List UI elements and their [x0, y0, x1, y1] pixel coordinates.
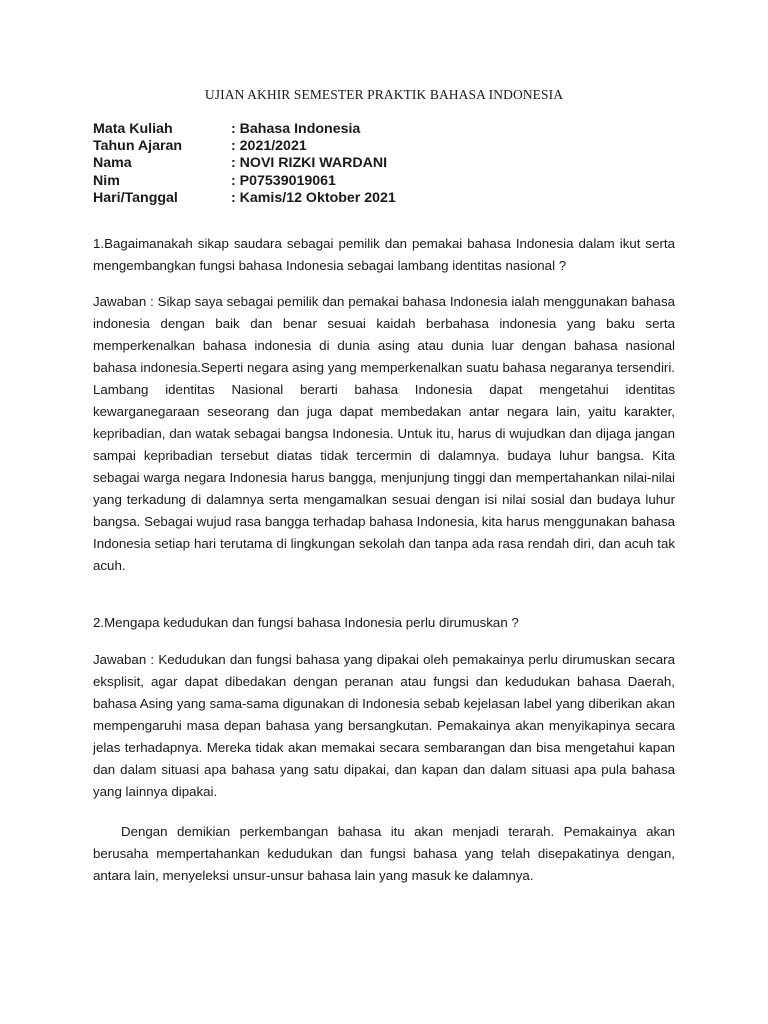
- question-1: 1.Bagaimanakah sikap saudara sebagai pemilik dan pemakai bahasa Indonesia dalam ikut serta mengembangkan fungsi bahasa Indonesia sebagai lambang identitas nasional ?: [93, 236, 675, 273]
- info-row-student-id: [93, 173, 396, 190]
- info-label: Nim: [93, 172, 120, 189]
- info-value: : NOVI RIZKI WARDANI: [231, 155, 388, 172]
- answer-2-continuation: Dengan demikian perkembangan bahasa itu akan menjadi terarah. Pemakainya akan berusaha mempertahankan kedudukan dan fungsi bahasa yang telah disepakatinya dengan, antara lain, menyeleksi unsur-unsur bahasa lain yang masuk ke dalamnya.: [93, 824, 675, 883]
- info-value: : Kamis/12 Oktober 2021: [231, 189, 396, 206]
- info-row-name: [93, 155, 396, 172]
- info-value: : Bahasa Indonesia: [231, 121, 361, 137]
- info-label: Tahun Ajaran: [93, 138, 183, 155]
- info-label: Nama: [93, 155, 132, 172]
- question-2: 2.Mengapa kedudukan dan fungsi bahasa Indonesia perlu dirumuskan ?: [93, 615, 519, 630]
- info-label: Mata Kuliah: [93, 121, 173, 137]
- document-title: UJIAN AKHIR SEMESTER PRAKTIK BAHASA INDONESIA: [204, 87, 564, 102]
- info-label: Hari/Tanggal: [93, 189, 178, 206]
- info-value: : 2021/2021: [231, 138, 307, 155]
- student-info-block: [93, 121, 396, 207]
- answer-1: Jawaban : Sikap saya sebagai pemilik dan pemakai bahasa Indonesia ialah menggunakan bahasa indonesia dengan baik dan benar sesuai kaidah berbahasa indonesia yang baku serta memperkenalkan bahasa indonesia di dunia asing atau dunia luar dengan bahasa nasional bahasa indonesia.Seperti negara asing yang memperkenalkan suatu bahasa negaranya tersendiri. Lambang identitas Nasional berarti bahasa Indonesia dapat mengetahui identitas kewarganegaraan seseorang dan juga dapat membedakan antar negara lain, yaitu karakter, kepribadian, dan watak sebagai bangsa Indonesia. Untuk itu, harus di wujudkan dan dijaga jangan sampai kepribadian tersebut diatas tidak tercermin di dalamnya. budaya luhur bangsa. Kita sebagai warga negara Indonesia harus bangga, menjunjung tinggi dan mempertahankan nilai-nilai yang terkadung di dalamnya serta mengamalkan sesuai dengan isi nilai sosial dan budaya luhur bangsa. Sebagai wujud rasa bangga terhadap bahasa Indonesia, kita harus menggunakan bahasa Indonesia setiap hari terutama di lingkungan sekolah dan tanpa ada rasa rendah diri, dan acuh tak acuh.: [93, 294, 675, 573]
- info-value: : P07539019061: [231, 172, 336, 189]
- info-row-date: [93, 190, 396, 207]
- info-row-academic-year: [93, 138, 396, 155]
- answer-2: Jawaban : Kedudukan dan fungsi bahasa yang dipakai oleh pemakainya perlu dirumuskan secara eksplisit, agar dapat dibedakan dengan peranan atau fungsi dan kedudukan bahasa Daerah, bahasa Asing yang sama-sama digunakan di Indonesia sebab kejelasan label yang diberikan akan mempengaruhi masa depan bahasa yang bersangkutan. Pemakainya akan menyikapinya secara jelas terhadapnya. Mereka tidak akan memakai secara sembarangan dan bisa mengetahui kapan dan dalam situasi apa bahasa yang satu dipakai, dan kapan dan dalam situasi apa pula bahasa yang lainnya dipakai.: [93, 652, 675, 799]
- info-row-course: [93, 121, 396, 138]
